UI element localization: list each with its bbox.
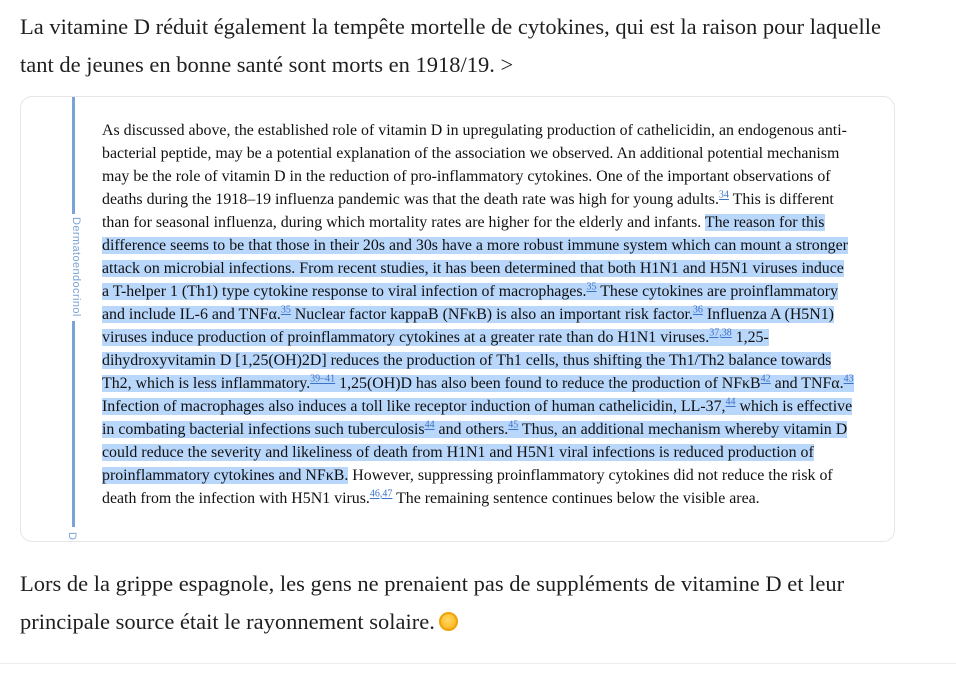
divider xyxy=(0,663,956,664)
sun-emoji-icon xyxy=(439,612,458,631)
citation-link[interactable]: 35 xyxy=(586,281,597,293)
intro-text: La vitamine D réduit également la tempête mortelle de cytokines, qui est la raison pour laquelle tant de jeunes en bonne santé sont morts en 1918/19. xyxy=(20,14,881,77)
article-excerpt xyxy=(102,119,854,510)
citation-link[interactable]: 39–41 xyxy=(310,373,336,385)
citation-link[interactable]: 44 xyxy=(424,419,435,431)
rail-line-bottom xyxy=(72,321,75,527)
citation-link[interactable]: 43 xyxy=(843,373,854,385)
outro-text: Lors de la grippe espagnole, les gens ne prenaient pas de suppléments de vitamine D et leur principale source était le rayonnement solaire. xyxy=(20,571,845,634)
citation-link[interactable]: 36 xyxy=(692,304,703,316)
more-link[interactable]: > xyxy=(500,52,514,77)
selected-text[interactable]: The reason for this difference seems to be that those in their 20s and 30s have a more robust immune system which can mount a stronger attack on microbial infections. From recent studies, it has been determined that both H1N1 and H5N1 viruses induce a T-helper 1 (Th1) type cytokine response to viral infection of macrophages.$^{35}$ These cytokines are proinflammatory and include IL-6 and TNFα.$^{35}$ Nuclear factor kappaB (NFκB) is also an important risk factor.$^{36}$ Influenza A (H5N1) viruses induce production of proinflammatory cytokines at a greater rate than do H1N1 viruses.$^{37,38}$ 1,25-dihydroxyvitamin D [1,25(OH)2D] reduces the production of Th1 cells, thus shifting the Th1/Th2 balance towards Th2, which is less inflammatory.$^{39-41}$ 1,25(OH)D has also been found to reduce the production of NFκB$^{42}$ and TNFα.$^{43}$ Infection of macrophages also induces a toll like receptor induction of human cathelicidin, LL-37,44 which is effective in combating bacterial infections such tuberculosis$^{44}$ and others.$^{45}$ Thus, an additional mechanism whereby vitamin D could reduce the severity and likeliness of death from H1N1 and H5N1 viral infections is reduced production of proinflammatory cytokines and NFκB. xyxy=(102,214,854,484)
citation-link[interactable]: 44 xyxy=(725,396,736,408)
citation-link[interactable]: 45 xyxy=(508,419,519,431)
quoted-article-card xyxy=(20,96,895,542)
citation-link[interactable]: 42 xyxy=(760,373,771,385)
citation-link[interactable]: 35 xyxy=(280,304,291,316)
citation-link[interactable]: 34 xyxy=(718,189,729,201)
citation-link[interactable]: 37,38 xyxy=(709,327,732,339)
rail-line-top xyxy=(72,97,75,214)
journal-side-initial: D xyxy=(65,532,78,540)
article-paragraph: As discussed above, the established role of vitamin D in upregulating production of cathelicidin, an endogenous anti-bacterial peptide, may be a potential explanation of the association we observed. An additional potential mechanism may be the role of vitamin D in the reduction of pro-inflammatory cytokines. One of the important observations of deaths during the 1918–19 influenza pandemic was that the death rate was high for young adults.$^{34}$ This is different than for seasonal influenza, during which mortality rates are higher for the elderly and infants. The reason for this difference seems to be that those in their 20s and 30s have a more robust immune system which can mount a stronger attack on microbial infections. From recent studies, it has been determined that both H1N1 and H5N1 viruses induce a T-helper 1 (Th1) type cytokine response to viral infection of macrophages.$^{35}$ These cytokines are proinflammatory and include IL-6 and TNFα.$^{35}$ Nuclear factor kappaB (NFκB) is also an important risk factor.$^{36}$ Influenza A (H5N1) viruses induce production of proinflammatory cytokines at a greater rate than do H1N1 viruses.$^{37,38}$ 1,25-dihydroxyvitamin D [1,25(OH)2D] reduces the production of Th1 cells, thus shifting the Th1/Th2 balance towards Th2, which is less inflammatory.$^{39-41}$ 1,25(OH)D has also been found to reduce the production of NFκB$^{42}$ and TNFα.$^{43}$ Infection of macrophages also induces a toll like receptor induction of human cathelicidin, LL-37,44 which is effective in combating bacterial infections such tuberculosis$^{44}$ and others.$^{45}$ Thus, an additional mechanism whereby vitamin D could reduce the severity and likeliness of death from H1N1 and H5N1 viral infections is reduced production of proinflammatory cytokines and NFκB. However, suppressing proinflammatory cytokines did not reduce the risk of death from the infection with H5N1 virus.$^{46,47}$ The remaining sentence continues below the visible area. xyxy=(102,122,854,507)
outro-paragraph xyxy=(20,565,920,641)
journal-side-label: Dermatoendocrinol xyxy=(70,217,82,317)
citation-link[interactable]: 46,47 xyxy=(369,488,393,500)
intro-paragraph xyxy=(20,8,920,84)
